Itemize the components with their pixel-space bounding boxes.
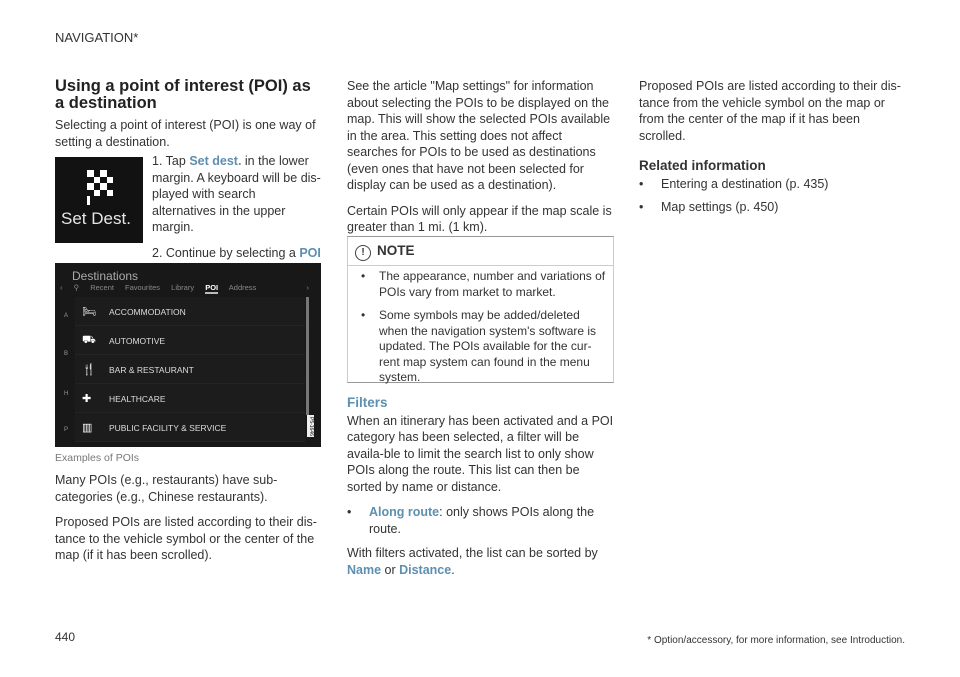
column-2 [347, 78, 615, 245]
scrollbar [306, 297, 309, 415]
poi-link: POI [299, 245, 321, 260]
tab-recent: Recent [90, 283, 114, 292]
cutlery-icon: 🍴 [82, 364, 96, 376]
info-icon: ! [355, 245, 371, 261]
column-3 [639, 78, 907, 224]
tab-library: Library [171, 283, 195, 292]
sort-distance: Distance [399, 562, 452, 577]
filter-bullet: • Along route: only shows POIs along the route. [347, 504, 615, 537]
index-letter: H [64, 391, 69, 397]
intro-paragraph: Selecting a point of interest (POI) is one way of setting a destination. [55, 118, 316, 149]
column-1-body [55, 472, 323, 573]
chevron-right-icon: › [306, 283, 309, 292]
car-icon: ⛟ [82, 334, 96, 346]
set-dest-link: Set dest. [189, 154, 242, 168]
list-item: 🛏 ACCOMMODATION [75, 297, 305, 326]
step-1: 1. Tap Set dest. in the lower margin. A keyboard will be dis-played with search alternatives in the upper margin. [152, 154, 321, 234]
paragraph: Many POIs (e.g., restaurants) have sub-categories (e.g., Chinese restaurants). [55, 473, 278, 504]
running-header: NAVIGATION* [55, 30, 139, 45]
related-link[interactable]: • Map settings (p. 450) [639, 199, 907, 216]
tab-address: Address [228, 283, 257, 292]
note-item: • Some symbols may be added/deleted when the navigation system's software is updated. The POIs available for the cur-rent map system can found in the menu system. [361, 308, 606, 386]
bed-icon: 🛏 [82, 306, 96, 318]
index-letter: B [64, 351, 69, 357]
paragraph: Certain POIs will only appear if the map scale is greater than 1 mi. (1 km). [347, 203, 612, 234]
paragraph: When an itinerary has been activated and a POI category has been selected, a filter will be availa-ble to limit the search list to only show POIs along the route. This list can then be sorted by name or distance. [347, 413, 614, 494]
section-title: Using a point of interest (POI) as a destination [55, 77, 311, 112]
note-item: • The appearance, number and variations of POIs vary from market to market. [361, 269, 606, 300]
screenshot-tabs [60, 283, 318, 292]
search-icon: ⚲ [73, 283, 80, 292]
paragraph: Proposed POIs are listed according to their dis-tance to the vehicle symbol or the center of the map (if it has been scrolled). [55, 515, 317, 562]
set-dest-image [55, 157, 143, 243]
medical-cross-icon: ✚ [82, 393, 92, 405]
destinations-title: Destinations [72, 269, 139, 283]
tab-favourites: Favourites [125, 283, 161, 292]
list-item: ⛟ AUTOMOTIVE [75, 326, 305, 355]
image-code: P5-1646 [308, 416, 314, 436]
sort-name: Name [347, 562, 382, 577]
footnote: * Option/accessory, for more information, see Introduction. [647, 635, 905, 646]
index-letter: A [64, 313, 69, 319]
chevron-left-icon: ‹ [60, 283, 63, 292]
list-item: ▥ PUBLIC FACILITY & SERVICE [75, 413, 305, 442]
building-icon: ▥ [82, 422, 93, 434]
column-1 [55, 78, 323, 159]
sort-paragraph: With filters activated, the list can be sorted by Name or Distance. [347, 546, 598, 577]
filters-heading: Filters [347, 395, 388, 410]
destinations-screenshot [55, 263, 321, 447]
tab-poi: POI [205, 283, 219, 292]
related-link[interactable]: • Entering a destination (p. 435) [639, 176, 907, 193]
list-item: ✚ HEALTHCARE [75, 384, 305, 413]
poi-list [75, 297, 305, 442]
paragraph: Proposed POIs are listed according to their dis-tance from the vehicle symbol on the map or from the center of the map if it has been scrolled. [639, 79, 901, 143]
step-2: 2. Continue by selecting a POI [152, 245, 321, 260]
index-letter: P [64, 427, 69, 433]
note-heading: ! NOTE [355, 243, 415, 261]
figure-caption: Examples of POIs [55, 452, 140, 464]
checkered-flag-icon [87, 170, 113, 196]
related-heading: Related information [639, 158, 766, 173]
filters-section [347, 395, 615, 587]
page-number: 440 [55, 630, 76, 644]
list-item: 🍴 BAR & RESTAURANT [75, 355, 305, 384]
paragraph: See the article "Map settings" for information about selecting the POIs to be displayed on the map. This will show the selected POIs available in the area. This setting does not affect searches for POIs to be used as destinations (even ones that have not been selected for display can be used as a destination). [347, 79, 611, 192]
set-dest-label: Set Dest. [61, 209, 131, 228]
note-box [347, 236, 614, 383]
